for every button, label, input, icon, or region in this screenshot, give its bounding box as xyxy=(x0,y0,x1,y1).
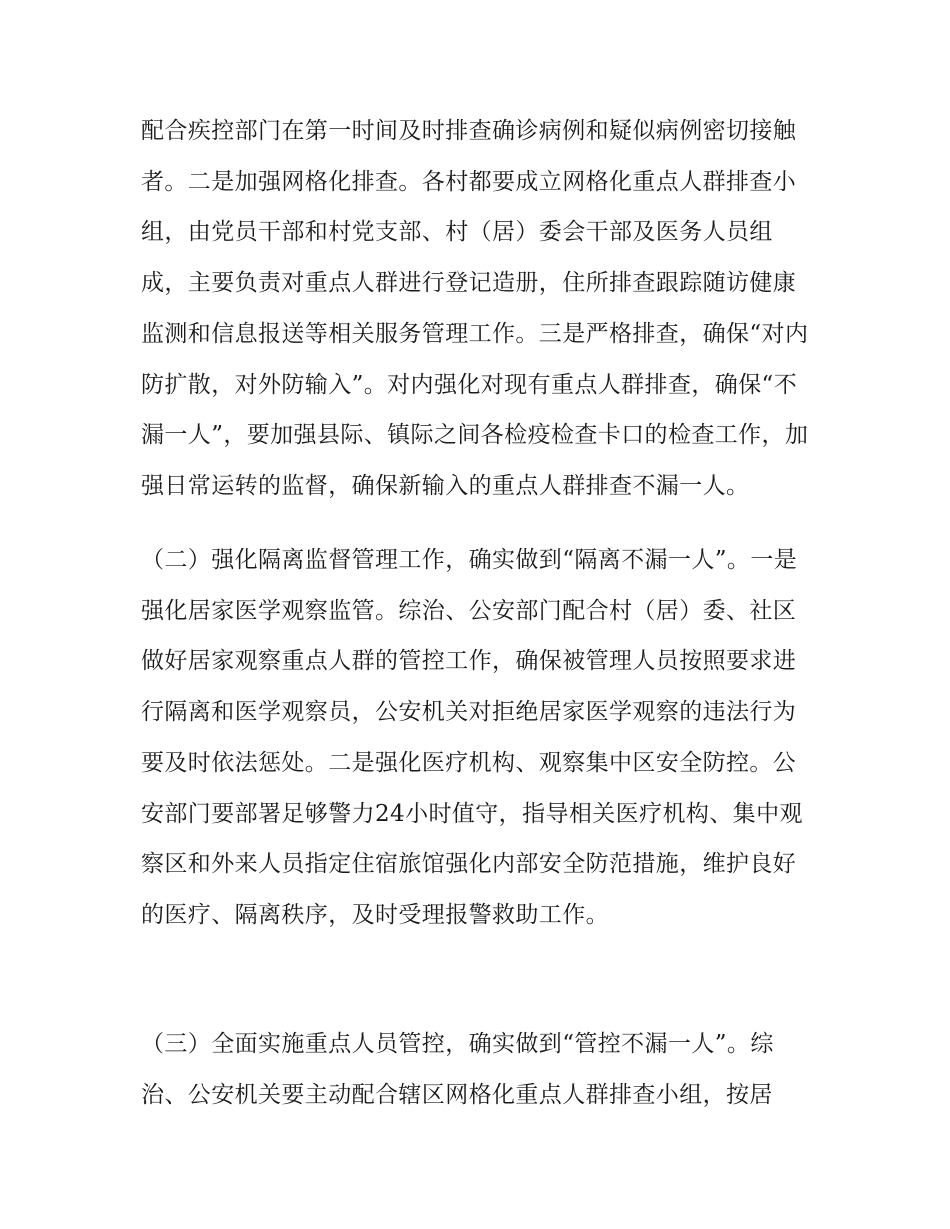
body-paragraph-2: （二）强化隔离监督管理工作，确实做到“隔离不漏一人”。一是强化居家医学观察监管。综治、公安部门配合村（居）委、社区做好居家观察重点人群的管控工作，确保被管理人员按照要求进行隔离和医学观察员，公安机关对拒绝居家医学观察的违法行为要及时依法惩处。二是强化医疗机构、观察集中区安全防控。公安部门要部署足够警力24小时值守，指导相关医疗机构、集中观察区和外来人员指定住宿旅馆强化内部安全防范措施，维护良好的医疗、隔离秩序，及时受理报警救助工作。 xyxy=(141,547,803,928)
body-paragraph-3: （三）全面实施重点人员管控，确实做到“管控不漏一人”。综治、公安机关要主动配合辖区网格化重点人群排查小组，按居 xyxy=(141,1031,774,1108)
body-paragraph-1: 配合疾控部门在第一时间及时排查确诊病例和疑似病例密切接触者。二是加强网格化排查。各村都要成立网格化重点人群排查小组，由党员干部和村党支部、村（居）委会干部及医务人员组成，主要负责对重点人群进行登记造册，住所排查跟踪随访健康监测和信息报送等相关服务管理工作。三是严格排查，确保“对内防扩散，对外防输入”。对内强化对现有重点人群排查，确保“不漏一人”，要加强县际、镇际之间各检疫检查卡口的检查工作，加强日常运转的监督，确保新输入的重点人群排查不漏一人。 xyxy=(141,118,809,499)
